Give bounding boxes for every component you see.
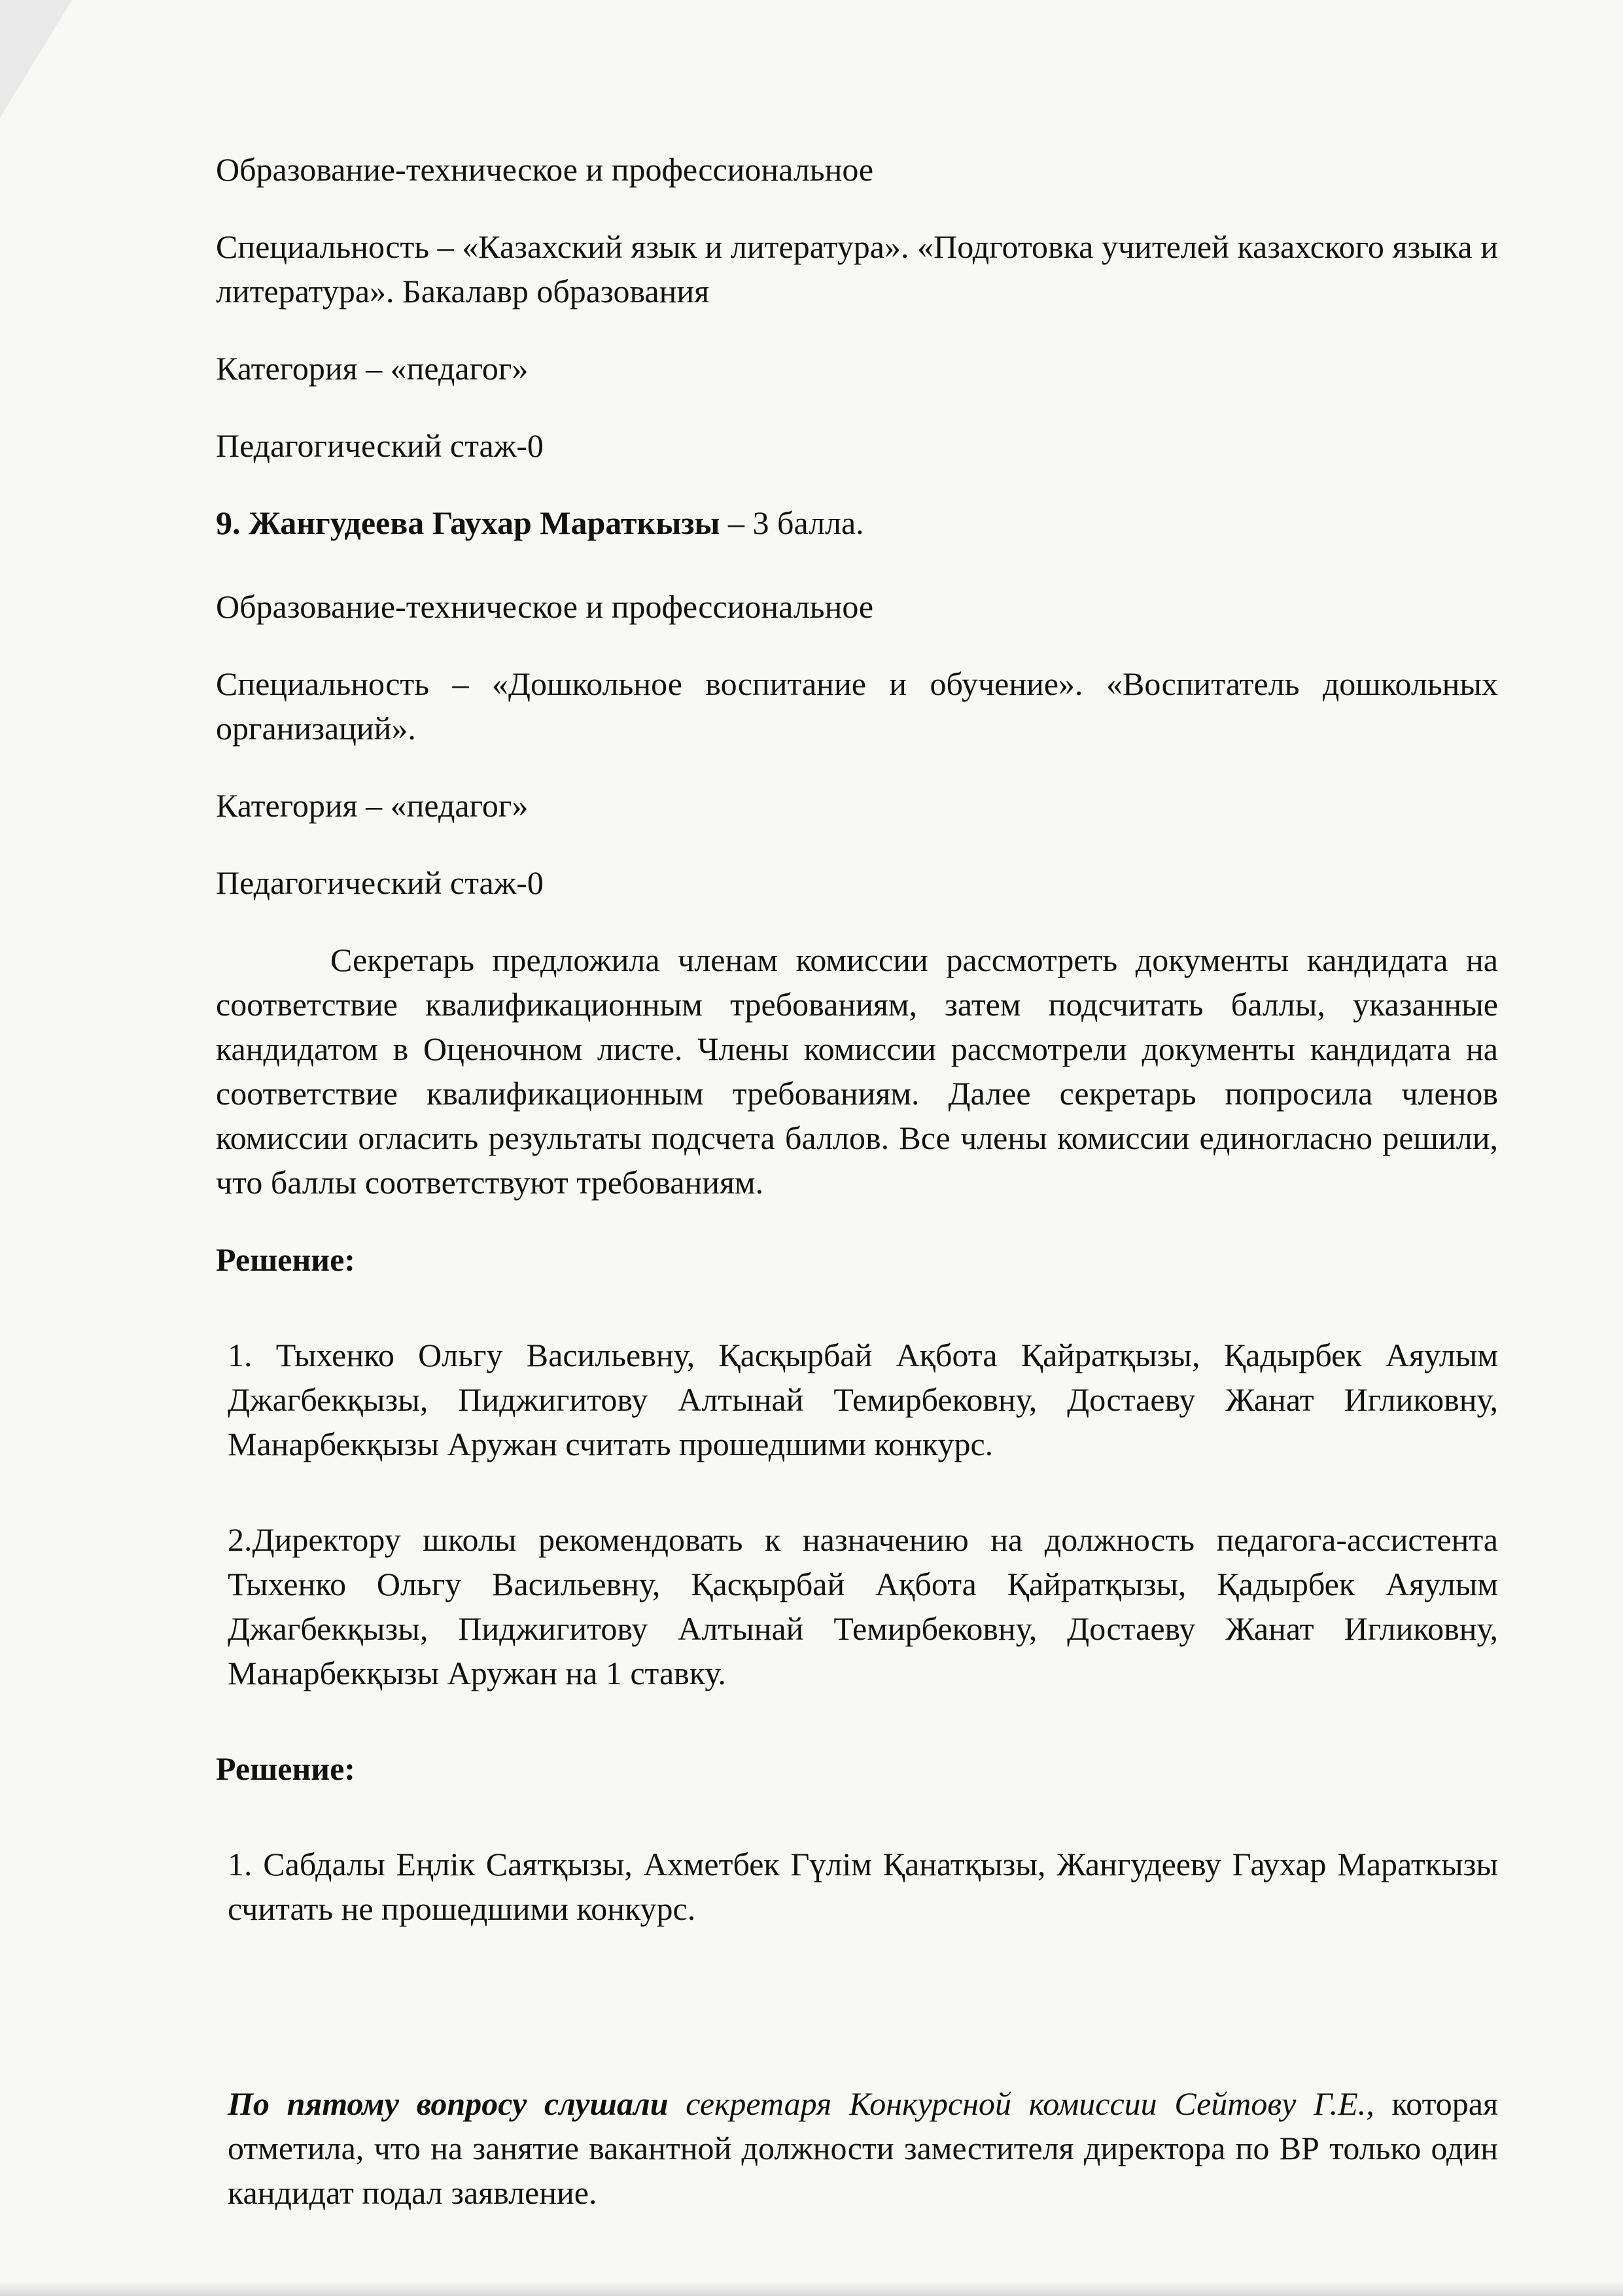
specialty-paragraph: Специальность – «Казахский язык и литература». «Подготовка учителей казахского языка и литература». Бакалавр образования <box>216 228 1498 309</box>
decision-item: 1. Тыхенко Ольгу Васильевну, Қасқырбай Ақбота Қайратқызы, Қадырбек Аяулым Джагбекқызы, Пиджигитову Алтынай Темирбековну, Достаеву Жанат Игликовну, Манарбекқызы Аружан считать прошедшими конкурс. <box>228 1337 1498 1462</box>
secretary-paragraph: Секретарь предложила членам комиссии рассмотреть документы кандидата на соответствие квалификационным требованиям, затем подсчитать баллы, указанные кандидатом в Оценочном листе. Члены комиссии рассмотрели документы кандидата на соответствие квалификационным требованиям. Далее секретарь попросила членов комиссии огласить результаты подсчета баллов. Все члены комиссии единогласно решили, что баллы соответствуют требованиям. <box>216 942 1498 1201</box>
candidate-9-line <box>216 501 1498 545</box>
education-line: Образование-техническое и профессиональное <box>216 588 874 625</box>
decision-item: 2.Директору школы рекомендовать к назначению на должность педагога-ассистента Тыхенко Ольгу Васильевну, Қасқырбай Ақбота Қайратқызы, Қадырбек Аяулым Джагбекқызы, Пиджигитову Алтынай Темирбековну, Достаеву Жанат Игликовну, Манарбекқызы Аружан на 1 ставку. <box>228 1521 1498 1691</box>
experience-line: Педагогический стаж-0 <box>216 427 544 464</box>
fifth-question-lead: По пятому вопросу слушали <box>228 2085 669 2122</box>
fifth-question-who: секретаря Конкурсной комиссии Сейтову Г.Е., <box>668 2085 1374 2122</box>
fifth-question-paragraph <box>228 2081 1498 2215</box>
category-line: Категория – «педагог» <box>216 350 529 387</box>
decision-heading: Решение: <box>216 1750 355 1787</box>
specialty-paragraph: Специальность – «Дошкольное воспитание и обучение». «Воспитатель дошкольных организаций». <box>216 665 1498 747</box>
candidate-9-name: 9. Жангудеева Гаухар Мараткызы <box>216 504 720 541</box>
decision-heading: Решение: <box>216 1241 355 1278</box>
experience-line: Педагогический стаж-0 <box>216 864 544 901</box>
page-edge-shadow <box>0 2282 1623 2296</box>
folded-corner <box>0 0 72 118</box>
category-line: Категория – «педагог» <box>216 787 529 824</box>
document-body <box>216 147 1498 2215</box>
fifth-question-rest: которая отметила, что на занятие вакантной должности заместителя директора по ВР только один кандидат подал заявление. <box>228 2085 1498 2211</box>
education-line: Образование-техническое и профессиональное <box>216 151 874 188</box>
decision-item: 1. Сабдалы Еңлік Саятқызы, Ахметбек Гүлім Қанатқызы, Жангудееву Гаухар Мараткызы считать не прошедшими конкурс. <box>228 1846 1498 1927</box>
candidate-9-score: – 3 балла. <box>720 504 864 541</box>
